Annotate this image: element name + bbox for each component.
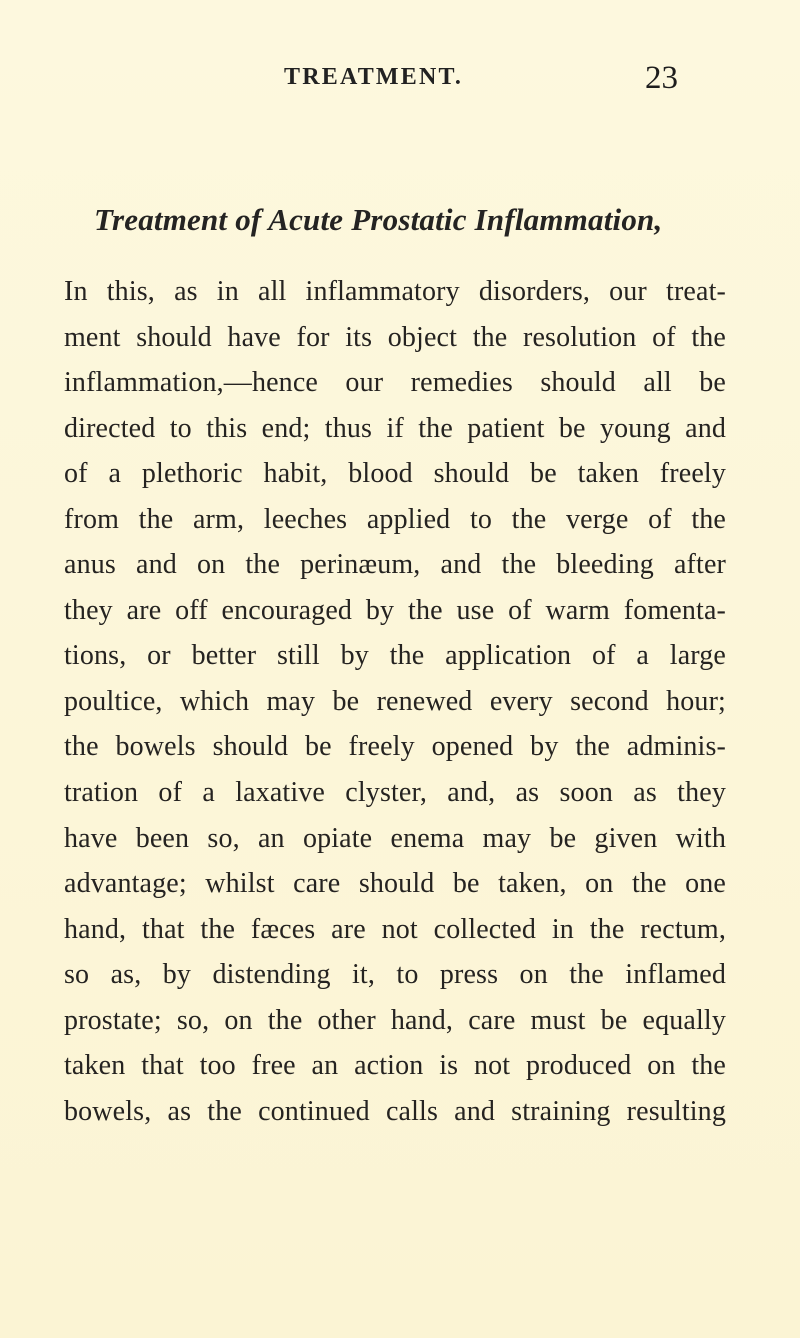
text-line: poultice, which may be renewed every second hour;	[64, 685, 726, 717]
text-line: advantage; whilst care should be taken, on the one	[64, 868, 726, 900]
text-line: hand, that the fæces are not collected in the rectum,	[64, 913, 726, 945]
text-line: inflammation,—hence our remedies should all be	[64, 367, 726, 399]
text-line: taken that too free an action is not produced on the	[64, 1050, 726, 1082]
running-head	[0, 58, 800, 98]
text-line: tration of a laxative clyster, and, as soon as they	[64, 777, 726, 809]
page-number: 23	[645, 60, 678, 96]
text-line: they are off encouraged by the use of warm fomenta-	[64, 594, 726, 626]
text-line: ment should have for its object the resolution of the	[64, 321, 726, 353]
text-line: have been so, an opiate enema may be given with	[64, 822, 726, 854]
text-line: so as, by distending it, to press on the inflamed	[64, 959, 726, 991]
text-line: bowels, as the continued calls and straining resulting	[64, 1095, 726, 1127]
text-line: directed to this end; thus if the patient be young and	[64, 412, 726, 444]
text-line: the bowels should be freely opened by the adminis-	[64, 731, 726, 763]
section-heading: Treatment of Acute Prostatic Inflammation,	[94, 202, 663, 237]
text-line: tions, or better still by the application of a large	[64, 640, 726, 672]
text-line: prostate; so, on the other hand, care must be equally	[64, 1004, 726, 1036]
text-line: from the arm, leeches applied to the verge of the	[64, 503, 726, 535]
text-line: In this, as in all inflammatory disorders, our treat-	[64, 276, 726, 307]
text-line: of a plethoric habit, blood should be taken freely	[64, 458, 726, 490]
text-line: anus and on the perinæum, and the bleeding after	[64, 549, 726, 581]
body-paragraph	[64, 269, 726, 1134]
running-title: TREATMENT.	[284, 64, 464, 90]
